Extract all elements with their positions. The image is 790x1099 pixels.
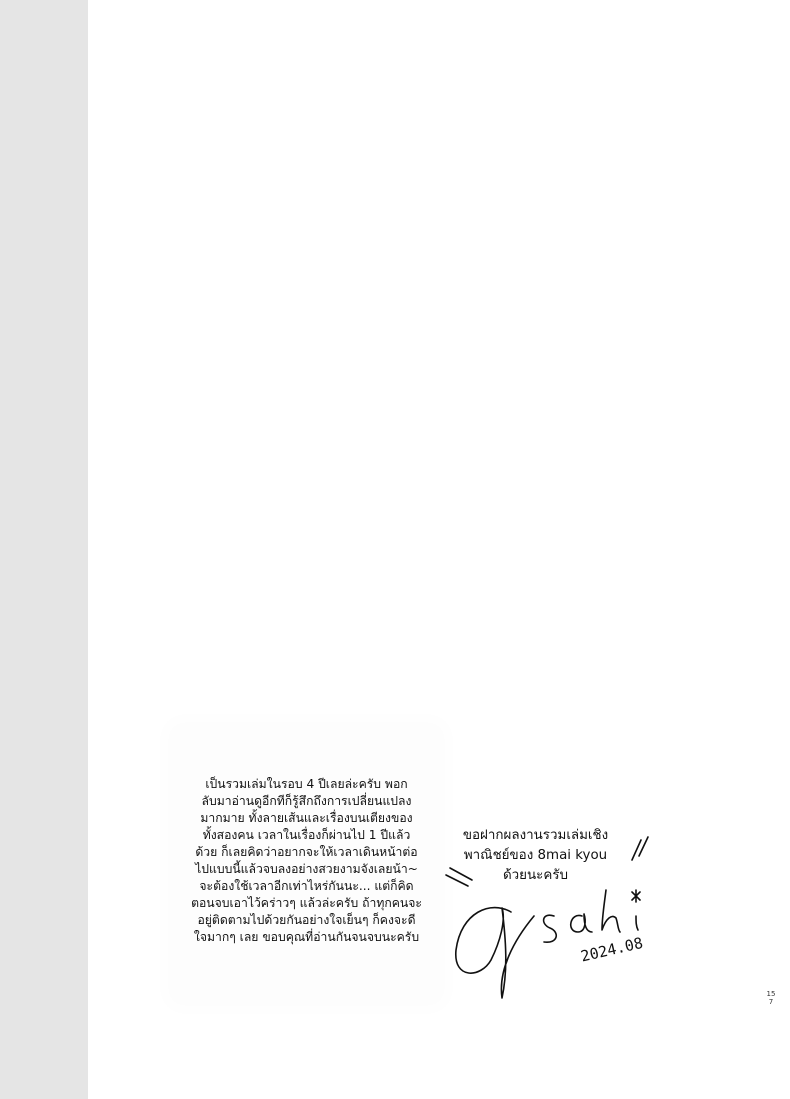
afterword-line: ไปแบบนี้แล้วจบลงอย่างสวยงามจังเลยน้า~ — [195, 862, 418, 876]
afterword-note — [174, 728, 439, 1000]
afterword-text — [174, 776, 439, 946]
promo-line: พาณิชย์ของ 8mai kyou — [463, 848, 608, 863]
signature-letter-s — [544, 915, 557, 942]
signature-letter-a-big — [456, 908, 534, 998]
promo-line: ด้วยนะครับ — [502, 868, 569, 883]
afterword-line: เป็นรวมเล่มในรอบ 4 ปีเลยล่ะครับ พอก — [205, 777, 408, 791]
promo-line: ขอฝากผลงานรวมเล่มเชิง — [462, 828, 609, 843]
signature-letter-i — [636, 916, 638, 930]
afterword-line: ใจมากๆ เลย ขอบคุณที่อ่านกันจนจบนะครับ — [193, 930, 420, 944]
afterword-line: จะต้องใช้เวลาอีกเท่าไหร่กันนะ... แต่ก็คิด — [199, 879, 414, 893]
afterword-line: ตอนจบเอาไว้คร่าวๆ แล้วล่ะครับ ถ้าทุกคนจะ — [191, 896, 422, 910]
afterword-line: ทั้งสองคน เวลาในเรื่องก็ผ่านไป 1 ปีแล้ว — [202, 828, 411, 842]
afterword-line: อยู่ติดตามไปด้วยกันอย่างใจเย็นๆ ก็คงจะดี — [197, 913, 416, 927]
manga-page — [88, 0, 790, 1099]
afterword-line: ลับมาอ่านดูอีกทีก็รู้สึกถึงการเปลี่ยนแปลง — [201, 794, 412, 808]
signature-letter-h — [602, 890, 620, 932]
page-number: 157 — [766, 990, 776, 1006]
accent-stroke-right — [632, 840, 641, 860]
signature-letter-a — [571, 914, 592, 932]
handwritten-signature — [436, 820, 676, 1010]
scan-gutter — [0, 0, 88, 1099]
signature-date: 2024.08 — [579, 933, 645, 966]
afterword-line: มากมาย ทั้งลายเส้นและเรื่องบนเตียงของ — [200, 811, 413, 825]
signature-star-icon — [632, 890, 640, 902]
afterword-line: ด้วย ก็เลยคิดว่าอยากจะให้เวลาเดินหน้าต่อ — [195, 845, 418, 859]
